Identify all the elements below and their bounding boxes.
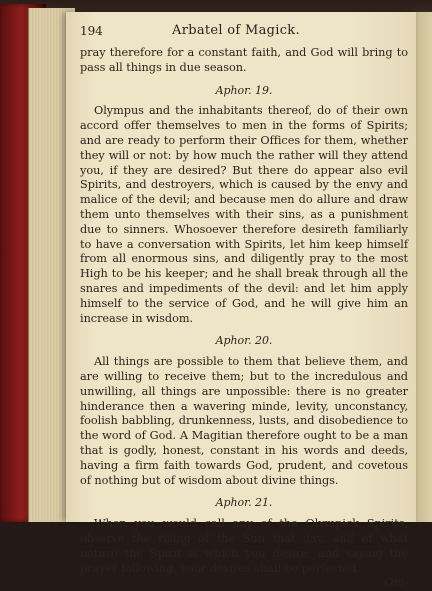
aphorism-21-text: When you would call any of the Olympick Spirits, observe the rising of the Sun that day, and of what nature the Spirit is which you desire; and saying the prayer following, your desires shall be perfected. — [80, 517, 408, 575]
aphorism-20-heading: Aphor. 20. — [215, 334, 273, 348]
page-header — [80, 23, 408, 44]
aphorism-21-heading: Aphor. 21. — [215, 496, 273, 510]
aphorism-19-text: Olympus and the inhabitants thereof, do of their own accord offer themselves to men in the forms of Spirits; and are ready to perform their Offices for them, whether they will or not: by how much the rather will they attend you, if they are desired? But there do appear also evil Spirits, and destroyers, which is caused by the envy and malice of the devil; and because men do allure and draw them unto themselves with their sins, as a punishment due to sinners. Whosoever therefore desireth familiarly to have a conversation with Spirits, let him keep himself from all enormous sins, and diligently pray to the most High to be his keeper; and he shall break through all the snares and impediments of the devil: and let him apply himself to the service of God, and he will give him an increase in wisdom. — [80, 104, 408, 325]
book-page — [66, 12, 416, 590]
aphorism-20-text: All things are possible to them that believe them, and are willing to receive them; but to the incredulous and unwilling, all things are unpossible: there is no greater hinderance then a wavering minde, levity, unconstancy, foolish babbling, drunkenness, lusts, and disobedience to the word of God. A Magitian therefore ought to be a man that is godly, honest, constant in his words and deeds, having a firm faith towards God, prudent, and covetous of nothing but of wisdom about divine things. — [80, 355, 408, 487]
page-text — [80, 23, 408, 591]
right-page-edge — [416, 12, 432, 522]
running-title: Arbatel of Magick. — [172, 23, 300, 38]
aphorism-19-heading: Aphor. 19. — [215, 83, 273, 97]
catchword: Om- — [384, 576, 408, 590]
intro-paragraph: pray therefore for a constant faith, and God will bring to pass all things in due season. — [80, 46, 408, 74]
page-number: 194 — [80, 24, 103, 38]
